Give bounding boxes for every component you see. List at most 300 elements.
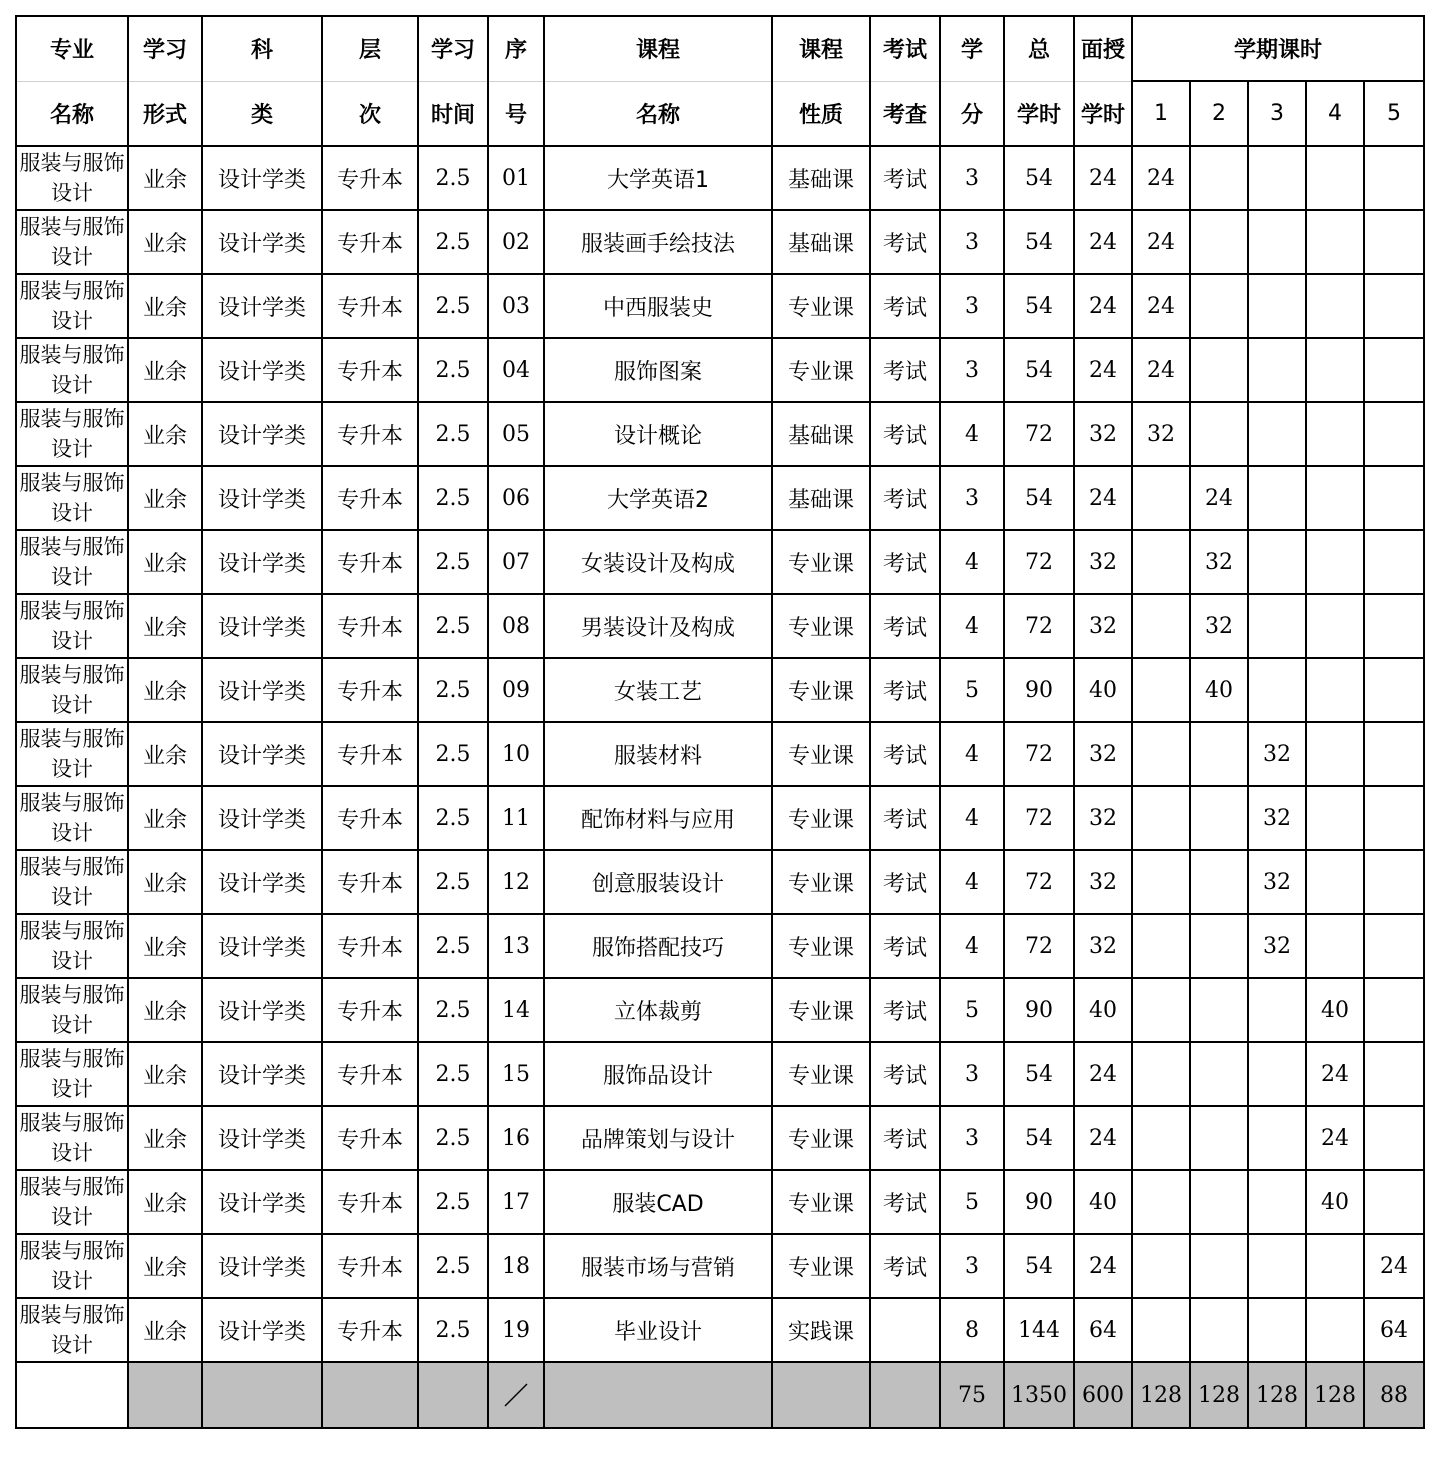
cell-duration: 2.5 [418, 530, 488, 594]
cell-contact-hours: 32 [1074, 914, 1132, 978]
cell-level: 专升本 [322, 786, 418, 850]
cell-credit: 3 [940, 1106, 1004, 1170]
cell-semester-2 [1190, 722, 1248, 786]
cell-total-hours: 144 [1004, 1298, 1074, 1362]
cell-major: 服装与服饰设计 [16, 658, 128, 722]
cell-study-form: 业余 [128, 466, 202, 530]
cell-major: 服装与服饰设计 [16, 722, 128, 786]
cell-course-name: 女装工艺 [544, 658, 772, 722]
cell-duration: 2.5 [418, 786, 488, 850]
cell-category: 设计学类 [202, 786, 322, 850]
header-row-bottom [16, 81, 1424, 146]
cell-exam-type: 考试 [870, 658, 940, 722]
cell-major: 服装与服饰设计 [16, 402, 128, 466]
cell-study-form: 业余 [128, 210, 202, 274]
cell-semester-4: 40 [1306, 978, 1364, 1042]
cell-credit: 4 [940, 402, 1004, 466]
cell-credit: 4 [940, 914, 1004, 978]
cell-semester-3 [1248, 1170, 1306, 1234]
cell-contact-hours: 40 [1074, 658, 1132, 722]
cell-major: 服装与服饰设计 [16, 146, 128, 210]
cell-study-form: 业余 [128, 1106, 202, 1170]
cell-level: 专升本 [322, 210, 418, 274]
header-semester-group: 学期课时 [1132, 16, 1424, 81]
cell-course-nature: 专业课 [772, 1170, 870, 1234]
cell-semester-3 [1248, 978, 1306, 1042]
cell-semester-3 [1248, 402, 1306, 466]
cell-category: 设计学类 [202, 978, 322, 1042]
cell-semester-1 [1132, 1298, 1190, 1362]
cell-course-name: 男装设计及构成 [544, 594, 772, 658]
summary-grey-cell [322, 1362, 418, 1428]
cell-contact-hours: 32 [1074, 786, 1132, 850]
cell-semester-2 [1190, 786, 1248, 850]
cell-exam-type: 考试 [870, 466, 940, 530]
cell-credit: 4 [940, 850, 1004, 914]
header-semester-4: 4 [1306, 81, 1364, 146]
cell-seq: 10 [488, 722, 544, 786]
cell-study-form: 业余 [128, 594, 202, 658]
header-category-2: 类 [202, 81, 322, 146]
cell-semester-2 [1190, 1042, 1248, 1106]
cell-total-hours: 72 [1004, 914, 1074, 978]
cell-semester-3 [1248, 1042, 1306, 1106]
cell-semester-4 [1306, 466, 1364, 530]
cell-semester-2 [1190, 274, 1248, 338]
cell-course-name: 服饰搭配技巧 [544, 914, 772, 978]
header-category: 科 [202, 16, 322, 81]
cell-category: 设计学类 [202, 1042, 322, 1106]
cell-category: 设计学类 [202, 722, 322, 786]
cell-course-nature: 专业课 [772, 914, 870, 978]
cell-semester-1 [1132, 1042, 1190, 1106]
cell-course-name: 服装材料 [544, 722, 772, 786]
cell-major: 服装与服饰设计 [16, 466, 128, 530]
cell-contact-hours: 40 [1074, 978, 1132, 1042]
cell-contact-hours: 24 [1074, 338, 1132, 402]
cell-seq: 08 [488, 594, 544, 658]
cell-course-name: 大学英语1 [544, 146, 772, 210]
cell-course-nature: 专业课 [772, 530, 870, 594]
cell-semester-4 [1306, 338, 1364, 402]
cell-semester-4 [1306, 850, 1364, 914]
cell-semester-5 [1364, 338, 1424, 402]
table-row [16, 466, 1424, 530]
cell-seq: 17 [488, 1170, 544, 1234]
cell-seq: 14 [488, 978, 544, 1042]
cell-major: 服装与服饰设计 [16, 978, 128, 1042]
cell-category: 设计学类 [202, 1298, 322, 1362]
cell-semester-2 [1190, 146, 1248, 210]
cell-exam-type: 考试 [870, 146, 940, 210]
cell-semester-1: 24 [1132, 274, 1190, 338]
cell-total-hours: 54 [1004, 146, 1074, 210]
summary-grey-cell [544, 1362, 772, 1428]
cell-seq: 13 [488, 914, 544, 978]
cell-semester-1 [1132, 466, 1190, 530]
cell-duration: 2.5 [418, 146, 488, 210]
cell-contact-hours: 32 [1074, 850, 1132, 914]
cell-credit: 3 [940, 274, 1004, 338]
table-row [16, 1170, 1424, 1234]
cell-total-hours: 72 [1004, 594, 1074, 658]
cell-semester-5 [1364, 594, 1424, 658]
cell-seq: 07 [488, 530, 544, 594]
cell-total-hours: 72 [1004, 402, 1074, 466]
cell-course-nature: 专业课 [772, 1234, 870, 1298]
cell-semester-2 [1190, 914, 1248, 978]
cell-semester-5 [1364, 722, 1424, 786]
cell-credit: 8 [940, 1298, 1004, 1362]
cell-study-form: 业余 [128, 850, 202, 914]
cell-category: 设计学类 [202, 914, 322, 978]
cell-course-nature: 基础课 [772, 210, 870, 274]
cell-total-hours: 54 [1004, 466, 1074, 530]
cell-semester-3: 32 [1248, 722, 1306, 786]
cell-semester-4 [1306, 594, 1364, 658]
header-nature-2: 性质 [772, 81, 870, 146]
cell-semester-1 [1132, 658, 1190, 722]
cell-exam-type: 考试 [870, 338, 940, 402]
header-major-2: 名称 [16, 81, 128, 146]
cell-semester-5 [1364, 274, 1424, 338]
cell-seq: 01 [488, 146, 544, 210]
cell-semester-5: 64 [1364, 1298, 1424, 1362]
cell-seq: 12 [488, 850, 544, 914]
cell-semester-1 [1132, 722, 1190, 786]
cell-contact-hours: 24 [1074, 466, 1132, 530]
cell-credit: 5 [940, 978, 1004, 1042]
cell-semester-5 [1364, 978, 1424, 1042]
cell-duration: 2.5 [418, 1042, 488, 1106]
cell-contact-hours: 24 [1074, 210, 1132, 274]
cell-study-form: 业余 [128, 530, 202, 594]
cell-total-hours: 54 [1004, 1106, 1074, 1170]
cell-semester-2 [1190, 850, 1248, 914]
header-total-hours: 总 [1004, 16, 1074, 81]
cell-exam-type: 考试 [870, 978, 940, 1042]
cell-semester-4 [1306, 210, 1364, 274]
cell-course-name: 中西服装史 [544, 274, 772, 338]
cell-semester-2 [1190, 1170, 1248, 1234]
cell-major: 服装与服饰设计 [16, 274, 128, 338]
cell-category: 设计学类 [202, 338, 322, 402]
cell-level: 专升本 [322, 594, 418, 658]
cell-semester-4 [1306, 402, 1364, 466]
cell-study-form: 业余 [128, 722, 202, 786]
table-row [16, 530, 1424, 594]
header-total-hours-2: 学时 [1004, 81, 1074, 146]
cell-semester-4 [1306, 1234, 1364, 1298]
cell-course-name: 品牌策划与设计 [544, 1106, 772, 1170]
cell-semester-5 [1364, 146, 1424, 210]
summary-grey-cell [418, 1362, 488, 1428]
cell-duration: 2.5 [418, 978, 488, 1042]
cell-semester-1 [1132, 594, 1190, 658]
summary-blank [16, 1362, 128, 1428]
header-semester-3: 3 [1248, 81, 1306, 146]
cell-semester-1 [1132, 1170, 1190, 1234]
cell-duration: 2.5 [418, 1170, 488, 1234]
cell-semester-3 [1248, 658, 1306, 722]
cell-level: 专升本 [322, 850, 418, 914]
cell-credit: 3 [940, 210, 1004, 274]
header-contact-hours-2: 学时 [1074, 81, 1132, 146]
table-row [16, 1042, 1424, 1106]
summary-grey-cell [870, 1362, 940, 1428]
cell-course-name: 设计概论 [544, 402, 772, 466]
cell-semester-2 [1190, 402, 1248, 466]
cell-study-form: 业余 [128, 786, 202, 850]
cell-level: 专升本 [322, 1234, 418, 1298]
cell-course-name: 服装画手绘技法 [544, 210, 772, 274]
header-exam-2: 考查 [870, 81, 940, 146]
cell-major: 服装与服饰设计 [16, 786, 128, 850]
cell-semester-2 [1190, 1298, 1248, 1362]
cell-study-form: 业余 [128, 274, 202, 338]
summary-semester-2: 128 [1190, 1362, 1248, 1428]
cell-semester-1 [1132, 786, 1190, 850]
header-semester-2: 2 [1190, 81, 1248, 146]
diagonal-slash-icon [503, 1382, 529, 1408]
cell-total-hours: 54 [1004, 1042, 1074, 1106]
cell-category: 设计学类 [202, 1170, 322, 1234]
cell-course-name: 毕业设计 [544, 1298, 772, 1362]
cell-course-nature: 专业课 [772, 786, 870, 850]
cell-semester-3 [1248, 274, 1306, 338]
cell-course-nature: 实践课 [772, 1298, 870, 1362]
cell-semester-3: 32 [1248, 914, 1306, 978]
cell-semester-1 [1132, 850, 1190, 914]
cell-semester-3 [1248, 1106, 1306, 1170]
cell-course-nature: 专业课 [772, 850, 870, 914]
cell-duration: 2.5 [418, 1106, 488, 1170]
header-exam: 考试 [870, 16, 940, 81]
cell-exam-type: 考试 [870, 530, 940, 594]
summary-grey-cell [772, 1362, 870, 1428]
header-major: 专业 [16, 16, 128, 81]
cell-credit: 5 [940, 658, 1004, 722]
cell-credit: 5 [940, 1170, 1004, 1234]
summary-grey-cell [128, 1362, 202, 1428]
cell-credit: 3 [940, 466, 1004, 530]
cell-course-nature: 专业课 [772, 274, 870, 338]
cell-semester-1: 24 [1132, 210, 1190, 274]
cell-level: 专升本 [322, 914, 418, 978]
course-rows [16, 146, 1424, 1362]
summary-semester-1: 128 [1132, 1362, 1190, 1428]
table-row [16, 658, 1424, 722]
cell-semester-4 [1306, 1298, 1364, 1362]
cell-semester-5 [1364, 914, 1424, 978]
cell-course-nature: 基础课 [772, 146, 870, 210]
cell-major: 服装与服饰设计 [16, 1170, 128, 1234]
cell-seq: 05 [488, 402, 544, 466]
cell-credit: 4 [940, 722, 1004, 786]
header-row-top [16, 16, 1424, 81]
cell-semester-2 [1190, 338, 1248, 402]
cell-exam-type: 考试 [870, 594, 940, 658]
cell-credit: 4 [940, 594, 1004, 658]
cell-contact-hours: 24 [1074, 1234, 1132, 1298]
cell-seq: 16 [488, 1106, 544, 1170]
header-semester-1: 1 [1132, 81, 1190, 146]
cell-seq: 18 [488, 1234, 544, 1298]
header-level-2: 次 [322, 81, 418, 146]
cell-level: 专升本 [322, 274, 418, 338]
cell-course-name: 服装CAD [544, 1170, 772, 1234]
summary-seq-cell [488, 1362, 544, 1428]
table-row [16, 402, 1424, 466]
cell-duration: 2.5 [418, 594, 488, 658]
header-level: 层 [322, 16, 418, 81]
cell-semester-3: 32 [1248, 786, 1306, 850]
table-row [16, 1298, 1424, 1362]
table-row [16, 594, 1424, 658]
cell-category: 设计学类 [202, 466, 322, 530]
cell-category: 设计学类 [202, 658, 322, 722]
cell-semester-5 [1364, 1106, 1424, 1170]
cell-course-name: 服饰品设计 [544, 1042, 772, 1106]
header-course-2: 名称 [544, 81, 772, 146]
cell-seq: 06 [488, 466, 544, 530]
summary-semester-4: 128 [1306, 1362, 1364, 1428]
cell-semester-3 [1248, 530, 1306, 594]
cell-exam-type: 考试 [870, 786, 940, 850]
cell-semester-3 [1248, 1298, 1306, 1362]
header-duration-2: 时间 [418, 81, 488, 146]
cell-total-hours: 72 [1004, 722, 1074, 786]
cell-total-hours: 54 [1004, 210, 1074, 274]
cell-total-hours: 72 [1004, 786, 1074, 850]
cell-duration: 2.5 [418, 914, 488, 978]
cell-semester-1: 32 [1132, 402, 1190, 466]
cell-semester-3 [1248, 594, 1306, 658]
cell-course-name: 大学英语2 [544, 466, 772, 530]
cell-course-name: 创意服装设计 [544, 850, 772, 914]
cell-contact-hours: 64 [1074, 1298, 1132, 1362]
cell-contact-hours: 24 [1074, 146, 1132, 210]
cell-exam-type: 考试 [870, 1106, 940, 1170]
cell-contact-hours: 40 [1074, 1170, 1132, 1234]
cell-course-name: 服装市场与营销 [544, 1234, 772, 1298]
cell-total-hours: 72 [1004, 850, 1074, 914]
cell-course-nature: 专业课 [772, 338, 870, 402]
table-row [16, 274, 1424, 338]
cell-semester-3 [1248, 338, 1306, 402]
cell-total-hours: 90 [1004, 658, 1074, 722]
cell-level: 专升本 [322, 1042, 418, 1106]
cell-semester-2 [1190, 1234, 1248, 1298]
header-course: 课程 [544, 16, 772, 81]
cell-semester-1: 24 [1132, 146, 1190, 210]
cell-exam-type: 考试 [870, 1042, 940, 1106]
cell-seq: 15 [488, 1042, 544, 1106]
cell-semester-3 [1248, 466, 1306, 530]
cell-course-nature: 专业课 [772, 594, 870, 658]
cell-category: 设计学类 [202, 530, 322, 594]
cell-level: 专升本 [322, 1106, 418, 1170]
cell-seq: 19 [488, 1298, 544, 1362]
table-row [16, 1234, 1424, 1298]
cell-semester-3: 32 [1248, 850, 1306, 914]
cell-contact-hours: 32 [1074, 402, 1132, 466]
cell-level: 专升本 [322, 1170, 418, 1234]
cell-level: 专升本 [322, 978, 418, 1042]
table-row [16, 146, 1424, 210]
cell-duration: 2.5 [418, 402, 488, 466]
cell-course-nature: 专业课 [772, 978, 870, 1042]
cell-semester-5 [1364, 850, 1424, 914]
cell-study-form: 业余 [128, 402, 202, 466]
cell-semester-5 [1364, 210, 1424, 274]
cell-major: 服装与服饰设计 [16, 1106, 128, 1170]
cell-contact-hours: 24 [1074, 1042, 1132, 1106]
cell-semester-2 [1190, 210, 1248, 274]
cell-exam-type: 考试 [870, 850, 940, 914]
cell-course-nature: 基础课 [772, 402, 870, 466]
cell-exam-type: 考试 [870, 274, 940, 338]
cell-semester-5 [1364, 402, 1424, 466]
cell-semester-5: 24 [1364, 1234, 1424, 1298]
summary-semester-5: 88 [1364, 1362, 1424, 1428]
cell-contact-hours: 32 [1074, 530, 1132, 594]
cell-study-form: 业余 [128, 146, 202, 210]
cell-level: 专升本 [322, 466, 418, 530]
cell-seq: 04 [488, 338, 544, 402]
cell-semester-2 [1190, 978, 1248, 1042]
cell-major: 服装与服饰设计 [16, 1298, 128, 1362]
cell-exam-type: 考试 [870, 402, 940, 466]
curriculum-table [15, 15, 1425, 1429]
cell-contact-hours: 32 [1074, 594, 1132, 658]
cell-credit: 3 [940, 146, 1004, 210]
cell-duration: 2.5 [418, 210, 488, 274]
header-contact-hours: 面授 [1074, 16, 1132, 81]
cell-course-nature: 基础课 [772, 466, 870, 530]
table-row [16, 914, 1424, 978]
cell-study-form: 业余 [128, 338, 202, 402]
table-row [16, 786, 1424, 850]
header-seq-2: 号 [488, 81, 544, 146]
cell-duration: 2.5 [418, 274, 488, 338]
cell-major: 服装与服饰设计 [16, 914, 128, 978]
cell-credit: 3 [940, 338, 1004, 402]
cell-semester-5 [1364, 466, 1424, 530]
cell-semester-5 [1364, 1170, 1424, 1234]
cell-study-form: 业余 [128, 1234, 202, 1298]
cell-semester-4 [1306, 274, 1364, 338]
summary-credit: 75 [940, 1362, 1004, 1428]
cell-semester-4 [1306, 786, 1364, 850]
cell-semester-4: 24 [1306, 1106, 1364, 1170]
cell-semester-1 [1132, 1106, 1190, 1170]
cell-course-nature: 专业课 [772, 1106, 870, 1170]
cell-category: 设计学类 [202, 1234, 322, 1298]
cell-exam-type: 考试 [870, 210, 940, 274]
cell-level: 专升本 [322, 658, 418, 722]
header-credit: 学 [940, 16, 1004, 81]
header-semester-5: 5 [1364, 81, 1424, 146]
table-row [16, 338, 1424, 402]
cell-semester-1 [1132, 530, 1190, 594]
cell-major: 服装与服饰设计 [16, 338, 128, 402]
cell-semester-2: 24 [1190, 466, 1248, 530]
cell-course-nature: 专业课 [772, 1042, 870, 1106]
cell-seq: 02 [488, 210, 544, 274]
cell-study-form: 业余 [128, 1170, 202, 1234]
cell-course-name: 服饰图案 [544, 338, 772, 402]
